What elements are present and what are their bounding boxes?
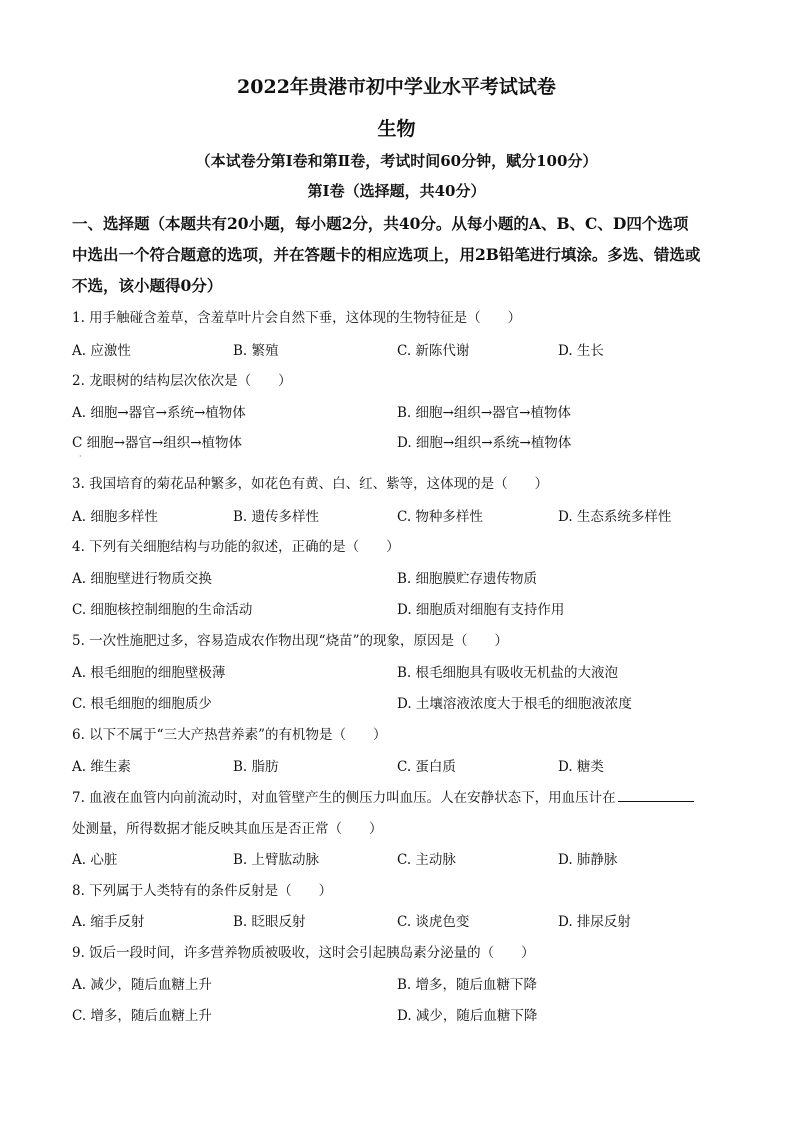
question-5-option-c: C. 根毛细胞的细胞质少	[72, 696, 212, 712]
question-5-option-a: A. 根毛细胞的细胞壁极薄	[72, 665, 226, 681]
question-7-stem	[72, 786, 694, 806]
stray-dot: ·	[79, 452, 82, 461]
question-2-option-d: D. 细胞→组织→系统→植物体	[397, 435, 572, 451]
question-1-option-b: B. 繁殖	[233, 343, 279, 359]
question-6-option-b: B. 脂肪	[233, 759, 279, 775]
question-4-option-c: C. 细胞核控制细胞的生命活动	[72, 602, 253, 618]
question-3-option-d: D. 生态系统多样性	[558, 509, 672, 525]
question-9-option-d: D. 减少，随后血糖下降	[397, 1008, 538, 1024]
question-6-stem: 6. 以下不属于“三大产热营养素”的有机物是（ ）	[72, 727, 387, 743]
question-7-option-d: D. 肺静脉	[558, 852, 618, 868]
question-6-option-d: D. 糖类	[558, 759, 604, 775]
question-2-option-a: A. 细胞→器官→系统→植物体	[72, 405, 246, 421]
section-instructions	[72, 208, 732, 301]
question-2-option-b: B. 细胞→组织→器官→植物体	[397, 405, 571, 421]
question-3-option-a: A. 细胞多样性	[72, 509, 158, 525]
question-6-option-c: C. 蛋白质	[397, 759, 456, 775]
part-title: 第Ⅰ卷（选择题，共40分）	[307, 182, 486, 200]
question-7-stem-text: 7. 血液在血管内向前流动时，对血管壁产生的侧压力叫血压。人在安静状态下，用血压计在	[72, 790, 616, 806]
question-2-option-c: C 细胞→器官→组织→植物体	[72, 435, 243, 451]
question-8-option-d: D. 排尿反射	[558, 914, 631, 930]
question-3-option-b: B. 遗传多样性	[233, 509, 320, 525]
instruction-line: 不选，该小题得0分）	[72, 276, 223, 295]
question-1-option-d: D. 生长	[558, 343, 604, 359]
question-9-stem: 9. 饭后一段时间，许多营养物质被吸收，这时会引起胰岛素分泌量的（ ）	[72, 945, 535, 961]
question-7-option-a: A. 心脏	[72, 852, 118, 868]
answer-blank	[618, 787, 694, 802]
question-4-option-b: B. 细胞膜贮存遗传物质	[397, 571, 538, 587]
question-1-option-c: C. 新陈代谢	[397, 343, 470, 359]
question-8-option-a: A. 缩手反射	[72, 914, 145, 930]
exam-note: （本试卷分第Ⅰ卷和第Ⅱ卷，考试时间60分钟，赋分100分）	[195, 152, 598, 170]
question-3-stem: 3. 我国培育的菊花品种繁多，如花色有黄、白、红、紫等，这体现的是（ ）	[72, 476, 549, 492]
question-9-option-b: B. 增多，随后血糖下降	[397, 977, 538, 993]
question-5-stem: 5. 一次性施肥过多，容易造成农作物出现“烧苗”的现象，原因是（ ）	[72, 633, 508, 649]
question-5-option-b: B. 根毛细胞具有吸收无机盐的大液泡	[397, 665, 619, 681]
question-9-option-c: C. 增多，随后血糖上升	[72, 1008, 212, 1024]
question-4-option-a: A. 细胞壁进行物质交换	[72, 571, 212, 587]
question-4-stem: 4. 下列有关细胞结构与功能的叙述，正确的是（ ）	[72, 539, 400, 555]
instruction-line: 中选出一个符合题意的选项，并在答题卡的相应选项上，用2B铅笔进行填涂。多选、错选或	[72, 245, 701, 264]
question-6-option-a: A. 维生素	[72, 759, 131, 775]
question-1-stem: 1. 用手触碰含羞草，含羞草叶片会自然下垂，这体现的生物特征是（ ）	[72, 310, 522, 326]
question-3-option-c: C. 物种多样性	[397, 509, 483, 525]
question-8-stem: 8. 下列属于人类特有的条件反射是（ ）	[72, 883, 333, 899]
question-4-option-d: D. 细胞质对细胞有支持作用	[397, 602, 565, 618]
question-7-option-b: B. 上臂肱动脉	[233, 852, 320, 868]
question-8-option-b: B. 眨眼反射	[233, 914, 306, 930]
question-2-stem: 2. 龙眼树的结构层次依次是（ ）	[72, 373, 292, 389]
question-1-option-a: A. 应激性	[72, 343, 131, 359]
question-9-option-a: A. 减少，随后血糖上升	[72, 977, 212, 993]
question-8-option-c: C. 谈虎色变	[397, 914, 470, 930]
question-5-option-d: D. 土壤溶液浓度大于根毛的细胞液浓度	[397, 696, 632, 712]
exam-title: 2022年贵港市初中学业水平考试试卷	[237, 76, 556, 98]
question-7-stem-continued: 处测量，所得数据才能反映其血压是否正常（ ）	[72, 821, 383, 837]
subject-title: 生物	[377, 118, 416, 140]
question-7-option-c: C. 主动脉	[397, 852, 456, 868]
instruction-line: 一、选择题（本题共有20小题，每小题2分，共40分。从每小题的A、B、C、D四个选项	[72, 214, 689, 233]
